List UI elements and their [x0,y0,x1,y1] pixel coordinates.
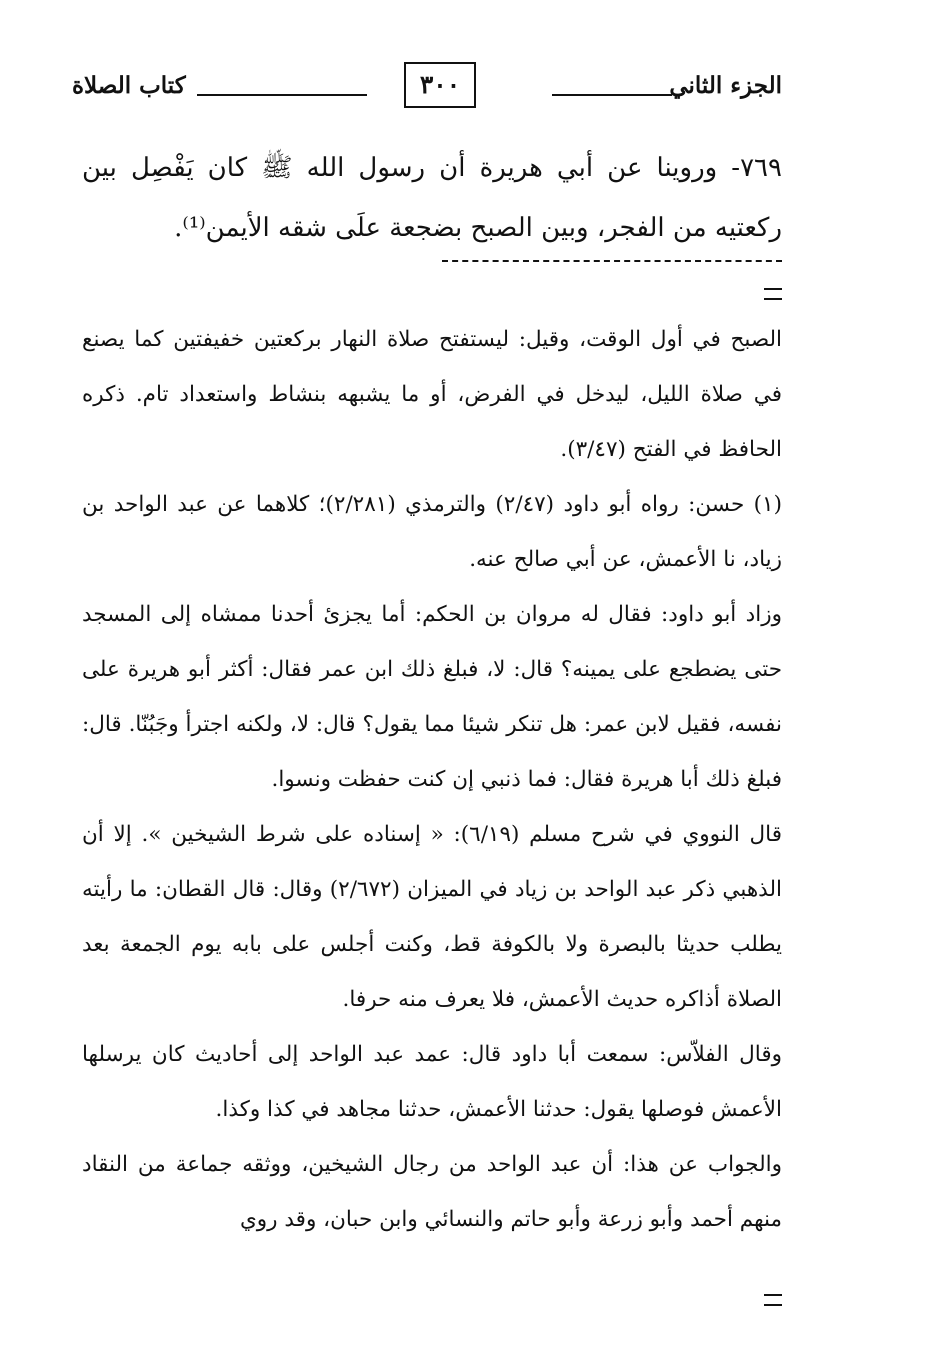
footnote-1: (١) حسن: رواه أبو داود (٢/٤٧) والترمذي (٢/٢٨١)؛ كلاهما عن عبد الواحد بن زياد، نا الأعمش، عن أبي صالح عنه. [82,492,782,572]
footnotes [82,312,782,1247]
footnote-answer: والجواب عن هذا: أن عبد الواحد من رجال الشيخين، ووثقه جماعة من النقاد منهم أحمد وأبو زرعة وأبو حاتم والنسائي وابن حبان، وقد روي [82,1152,782,1232]
footnote-fallas: وقال الفلاّس: سمعت أبا داود قال: عمد عبد الواحد إلى أحاديث كان يرسلها الأعمش فوصلها يقول: حدثنا الأعمش، حدثنا مجاهد في كذا وكذا. [82,1042,782,1122]
page-header [72,58,782,118]
page-number: ٣٠٠ [404,62,476,108]
continuation-mark-top [764,288,782,300]
footnote-separator [442,260,782,262]
header-rule-left [197,94,367,96]
header-rule-right [552,94,672,96]
footnote-abu-dawud: وزاد أبو داود: فقال له مروان بن الحكم: أما يجزئ أحدنا ممشاه إلى المسجد حتى يضطجع على يمينه؟ قال: لا، فبلغ ذلك ابن عمر فقال: أكثر أبو هريرة على نفسه، فقيل لابن عمر: هل تنكر شيئا مما يقول؟ قال: لا، ولكنه اجترأ وجَبُنّا. قال: فبلغ ذلك أبا هريرة فقال: فما ذنبي إن كنت حفظت ونسوا. [82,602,782,792]
footnote-nawawi: قال النووي في شرح مسلم (٦/١٩): « إسناده على شرط الشيخين ». إلا أن الذهبي ذكر عبد الواحد بن زياد في الميزان (٢/٦٧٢) وقال: قال القطان: ما رأيته يطلب حديثا بالبصرة ولا بالكوفة قط، وكنت أجلس على بابه يوم الجمعة بعد الصلاة أذاكره حديث الأعمش، فلا يعرف منه حرفا. [82,822,782,1012]
hadith-text: ٧٦٩- وروينا عن أبي هريرة أن رسول الله ﷺ كان يَفْصِل بين ركعتيه من الفجر، وبين الصبح بضجعة علَى شقه الأيمن⁽¹⁾. [82,153,782,243]
book-title: كتاب الصلاة [72,72,186,99]
continuation-mark-bottom [764,1294,782,1306]
footnote-continuation: الصبح في أول الوقت، وقيل: ليستفتح صلاة النهار بركعتين خفيفتين كما يصنع في صلاة الليل، ليدخل في الفرض، أو ما يشبهه بنشاط واستعداد تام. ذكره الحافظ في الفتح (٣/٤٧). [82,327,782,462]
part-title: الجزء الثاني [669,72,782,99]
